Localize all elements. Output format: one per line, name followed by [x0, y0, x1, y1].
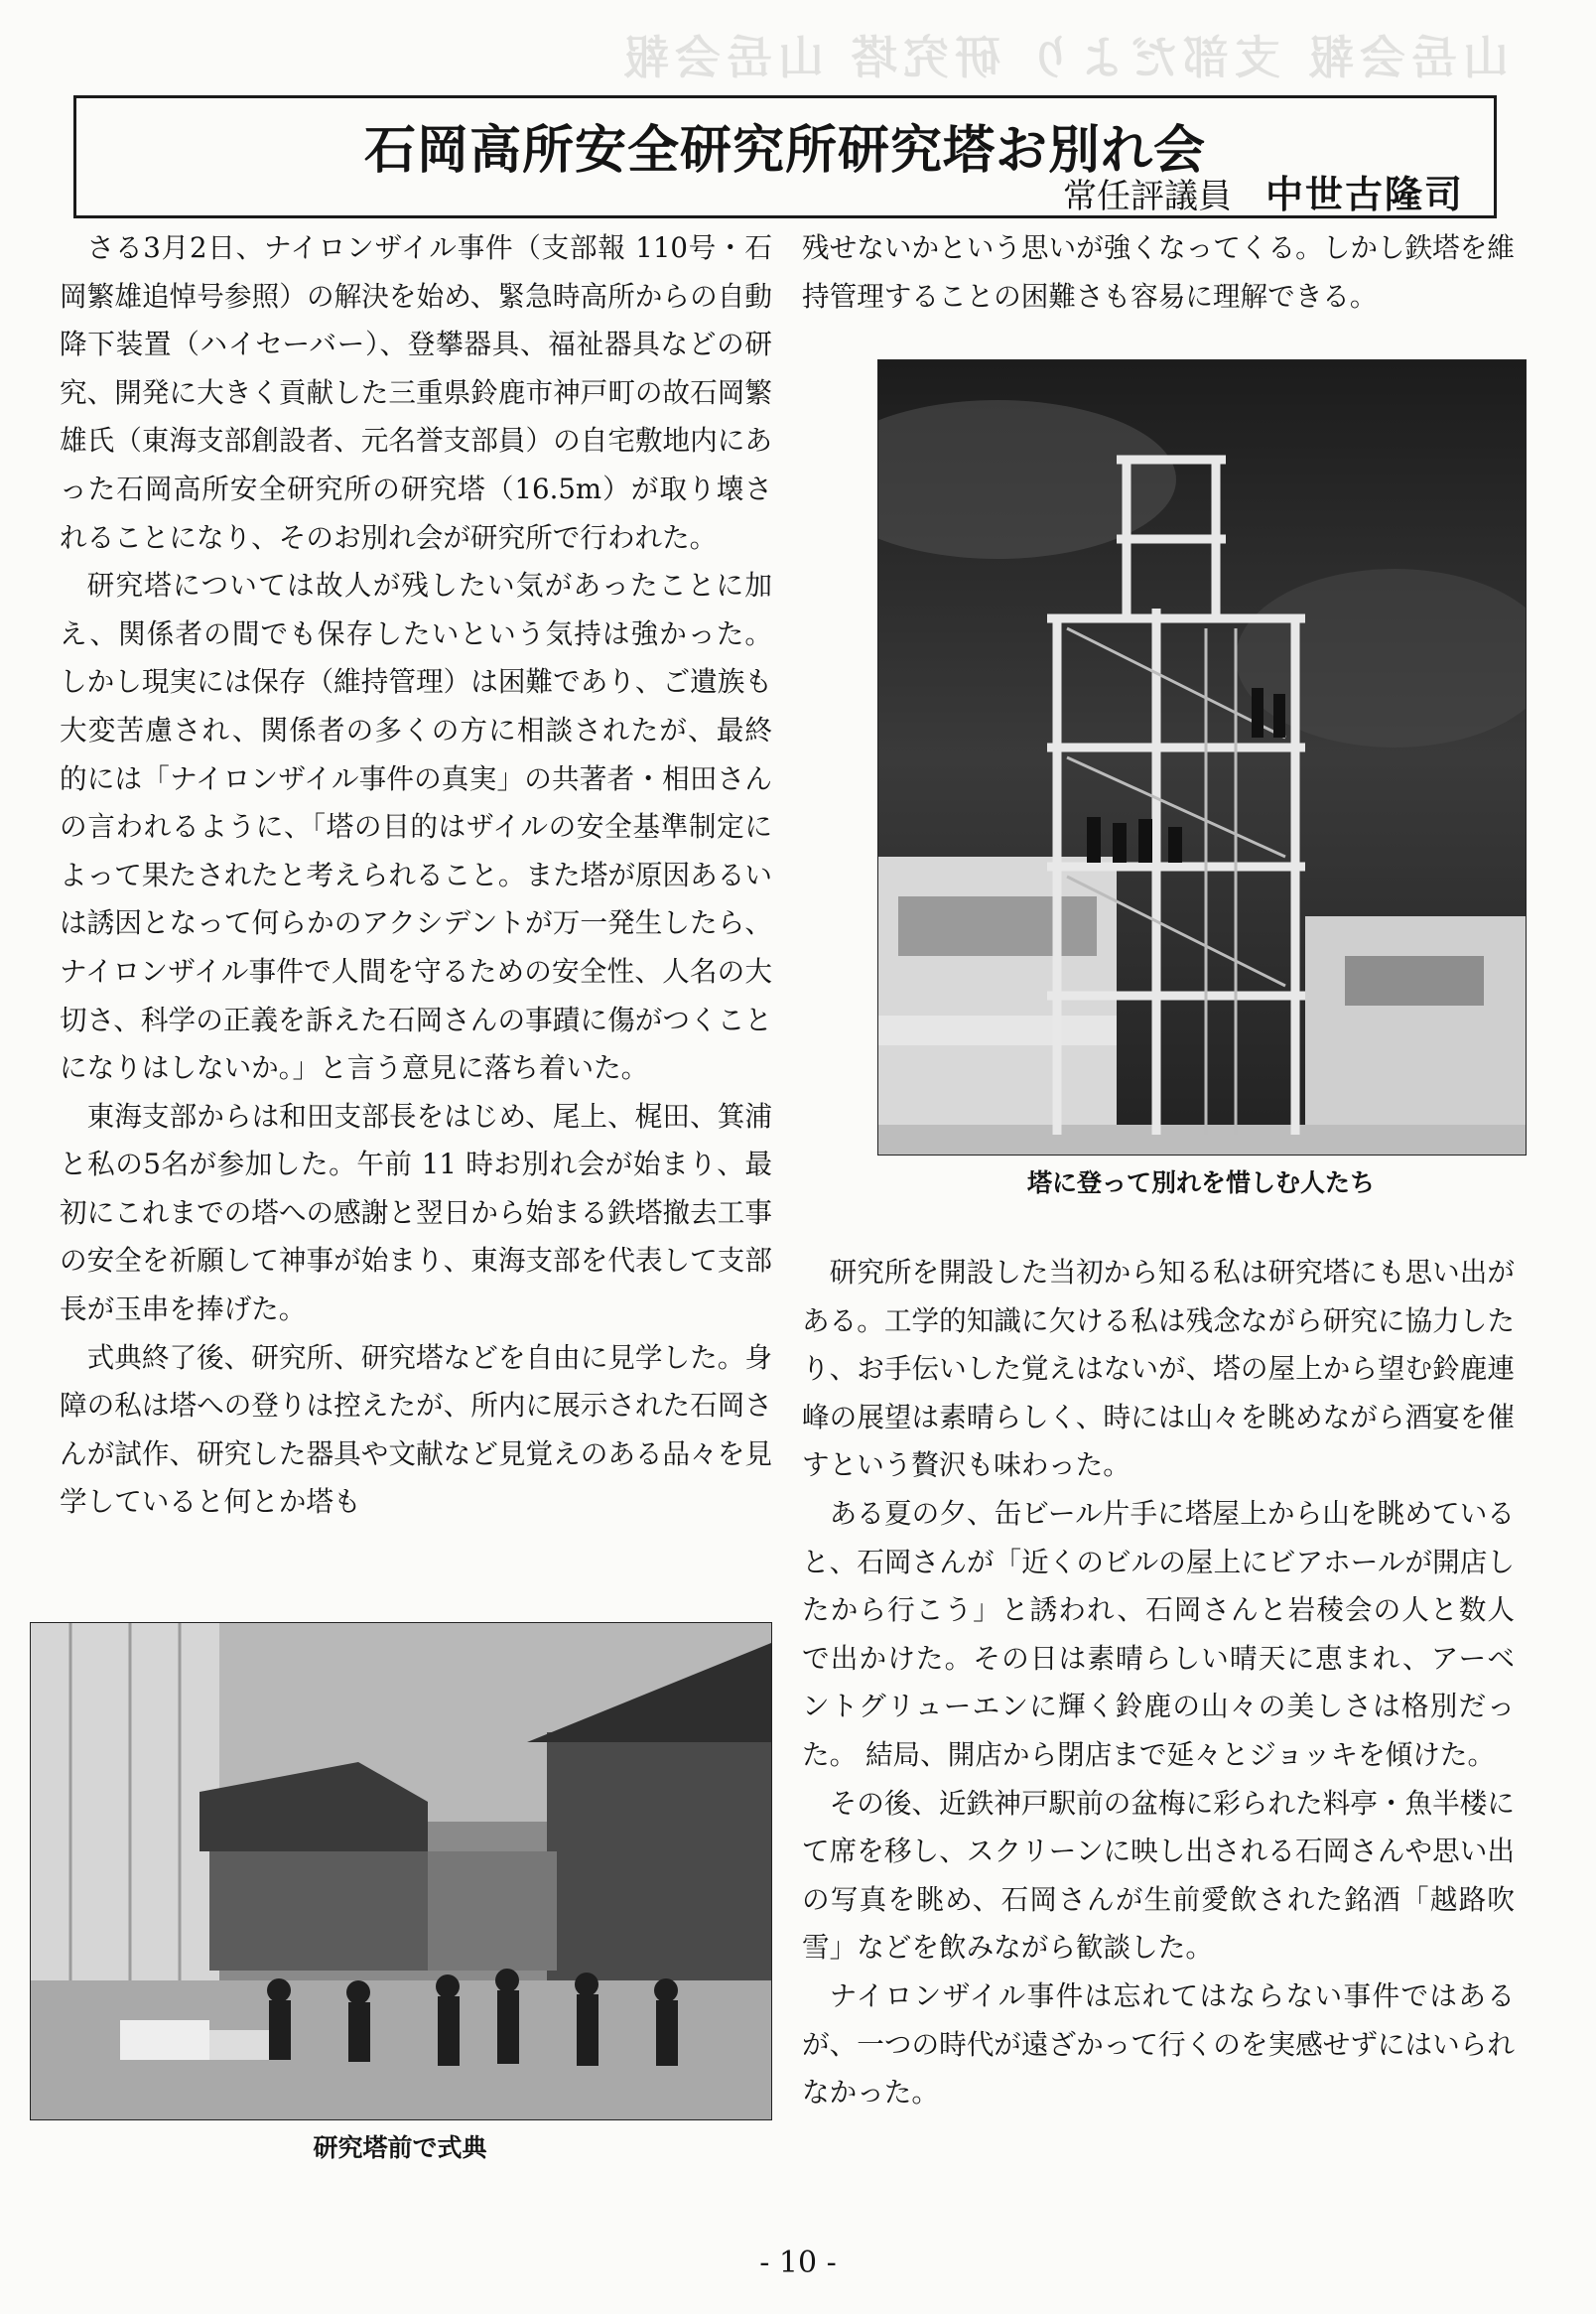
tower-photo-caption: 塔に登って別れを惜しむ人たち: [1026, 1168, 1375, 1197]
right-column-top: [802, 224, 1515, 321]
paragraph: 研究所を開設した当初から知る私は研究塔にも思い出がある。工学的知識に欠ける私は残念ながら研究に協力したり、お手伝いした覚えはないが、塔の屋上から望む鈴鹿連峰の展望は素晴らしく、時には山々を眺めながら酒宴を催すという贅沢も味わった。: [802, 1256, 1515, 1482]
tower-photo: [877, 359, 1527, 1156]
paragraph: ナイロンザイル事件は忘れてはならない事件ではあるが、一つの時代が遠ざかって行くのを実感せずにはいられなかった。: [802, 1978, 1515, 2110]
left-column: [60, 224, 772, 1527]
ceremony-photo-caption: 研究塔前で式典: [313, 2133, 487, 2162]
paragraph: その後、近鉄神戸駅前の盆梅に彩られた料亭・魚半楼にて席を移し、スクリーンに映し出される石岡さんや思い出の写真を眺め、石岡さんが生前愛飲された銘酒「越路吹雪」などを飲みながら歓談した。: [802, 1786, 1515, 1965]
title-box: [73, 95, 1497, 218]
author-name: 中世古隆司: [1264, 173, 1464, 216]
tower-photo-illustration: [878, 360, 1526, 1155]
right-column-bottom: [802, 1249, 1515, 2117]
paragraph: 東海支部からは和田支部長をはじめ、尾上、梶田、箕浦と私の5名が参加した。午前 11 時お別れ会が始まり、最初にこれまでの塔への感謝と翌日から始まる鉄塔撤去工事の安全を祈願して神事が始まり、東海支部を代表して支部長が玉串を捧げた。: [60, 1099, 772, 1326]
show-through-bleed: 山岳会報 支部だより 研究塔 山岳会報: [616, 31, 1509, 84]
author-role: 常任評議員: [1062, 177, 1232, 216]
ceremony-photo: [30, 1622, 772, 2120]
paragraph: ある夏の夕、缶ビール片手に塔屋上から山を眺めていると、石岡さんが「近くのビルの屋上にビアホールが開店したから行こう」と誘われ、石岡さんと岩稜会の人と数人で出かけた。その日は素晴らしい晴天に恵まれ、アーベントグリューエンに輝く鈴鹿の山々の美しさは格別だった。 結局、開店から閉店まで延々とジョッキを傾けた。: [802, 1496, 1515, 1771]
paragraph: 研究塔については故人が残したい気があったことに加え、関係者の間でも保存したいという気持は強かった。しかし現実には保存（維持管理）は困難であり、ご遺族も大変苦慮され、関係者の多くの方に相談されたが、最終的には「ナイロンザイル事件の真実」の共著者・相田さんの言われるように、「塔の目的はザイルの安全基準制定によって果たされたと考えられること。また塔が原因あるいは誘因となって何らかのアクシデントが万一発生したら、ナイロンザイル事件で人間を守るための安全性、人名の大切さ、科学の正義を訴えた石岡さんの事蹟に傷がつくことになりはしないか。」と言う意見に落ち着いた。: [60, 569, 772, 1085]
paragraph: 式典終了後、研究所、研究塔などを自由に見学した。身障の私は塔への登りは控えたが、所内に展示された石岡さんが試作、研究した器具や文献など見覚えのある品々を見学していると何とか塔も: [60, 1340, 772, 1519]
page-number: - 10 -: [759, 2246, 837, 2280]
paragraph: 残せないかという思いが強くなってくる。しかし鉄塔を維持管理することの困難さも容易に理解できる。: [802, 231, 1515, 313]
ceremony-photo-illustration: [31, 1623, 771, 2119]
byline: [1063, 164, 1464, 218]
paragraph: さる3月2日、ナイロンザイル事件（支部報 110号・石岡繁雄追悼号参照）の解決を始め、緊急時高所からの自動降下装置（ハイセーバー）、登攀器具、福祉器具などの研究、開発に大きく貢献した三重県鈴鹿市神戸町の故石岡繁雄氏（東海支部創設者、元名誉支部員）の自宅敷地内にあった石岡高所安全研究所の研究塔（16.5m）が取り壊されることになり、そのお別れ会が研究所で行われた。: [60, 231, 772, 554]
article-title: 石岡高所安全研究所研究塔お別れ会: [363, 121, 1206, 181]
